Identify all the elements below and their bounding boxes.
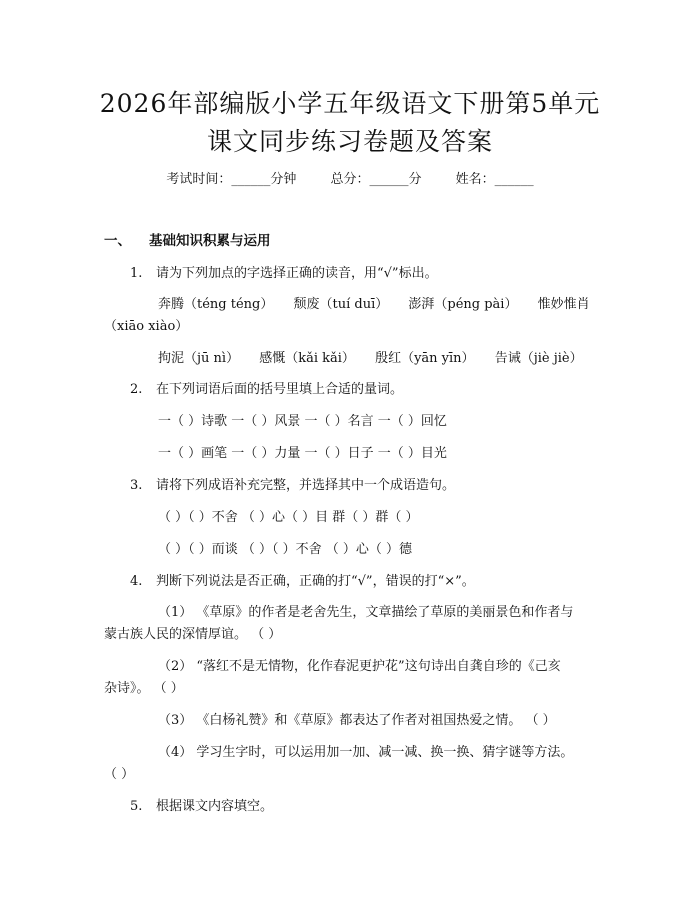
pinyin-row-1-wrap: （xiāo xiào） (104, 319, 189, 334)
question-2 (130, 378, 403, 397)
pinyin-item: 殷红（yān yīn） (375, 351, 475, 366)
exam-time: 考试时间：______分钟 (166, 172, 297, 187)
question-text: 请为下列加点的字选择正确的读音，用“√”标出。 (156, 266, 438, 281)
doc-title-line-2: 课文同步练习卷题及答案 (206, 127, 493, 156)
statement-4-line-2: （ ） (104, 767, 135, 782)
statement-1-line-2: 蒙古族人民的深情厚谊。 （ ） (104, 627, 282, 642)
idiom-row-2: （ ）（ ）而谈 （ ）（ ）不舍 （ ）心（ ）德 (158, 542, 413, 557)
pinyin-item: 拘泥（jū nì） (158, 351, 240, 366)
question-text: 在下列词语后面的括号里填上合适的量词。 (156, 382, 404, 397)
statement-1-line-1: （1） 《草原》的作者是老舍先生，文章描绘了草原的美丽景色和作者与 (158, 605, 574, 620)
question-4 (130, 570, 475, 589)
measure-word-row-1: 一（ ）诗歌 一（ ）风景 一（ ）名言 一（ ）回忆 (158, 414, 447, 429)
question-number: 2. (130, 382, 143, 397)
doc-title-line-1: 2026年部编版小学五年级语文下册第5单元 (99, 89, 601, 118)
statement-3: （3） 《白杨礼赞》和《草原》都表达了作者对祖国热爱之情。 （ ） (158, 713, 556, 728)
pinyin-row-1 (158, 293, 590, 312)
section-number: 一、 (104, 233, 131, 249)
section-heading (104, 229, 271, 249)
pinyin-item: 惟妙惟肖 (537, 297, 590, 312)
question-number: 4. (130, 574, 143, 589)
pinyin-row-2 (158, 347, 583, 366)
pinyin-item: 告诫（jiè jiè） (494, 351, 583, 366)
pinyin-item: 颓废（tuí duī） (293, 297, 389, 312)
pinyin-item: 澎湃（péng pài） (408, 297, 518, 312)
idiom-row-1: （ ）（ ）不舍 （ ）心（ ）目 群（ ）群（ ） (158, 510, 419, 525)
question-text: 判断下列说法是否正确，正确的打“√”，错误的打“×”。 (156, 574, 475, 589)
question-text: 根据课文内容填空。 (156, 799, 274, 814)
question-number: 5. (130, 799, 143, 814)
section-title: 基础知识积累与运用 (149, 233, 271, 249)
question-number: 3. (130, 478, 143, 493)
student-name: 姓名：______ (455, 172, 534, 187)
exam-score: 总分：______分 (330, 172, 422, 187)
pinyin-item: 感慨（kǎi kǎi） (259, 351, 355, 366)
question-3 (130, 474, 455, 493)
pinyin-item: 奔腾（téng téng） (158, 297, 274, 312)
statement-2-line-2: 杂诗》。 （ ） (104, 681, 184, 696)
question-text: 请将下列成语补充完整，并选择其中一个成语造句。 (156, 478, 456, 493)
question-5 (130, 795, 273, 814)
exam-meta (0, 168, 700, 187)
statement-2-line-1: （2） “落红不是无情物，化作春泥更护花”这句诗出自龚自珍的《己亥 (158, 659, 561, 674)
question-number: 1. (130, 266, 143, 281)
measure-word-row-2: 一（ ）画笔 一（ ）力量 一（ ）日子 一（ ）目光 (158, 446, 447, 461)
statement-4-line-1: （4） 学习生字时，可以运用加一加、减一减、换一换、猜字谜等方法。 (158, 745, 574, 760)
question-1 (130, 262, 438, 281)
